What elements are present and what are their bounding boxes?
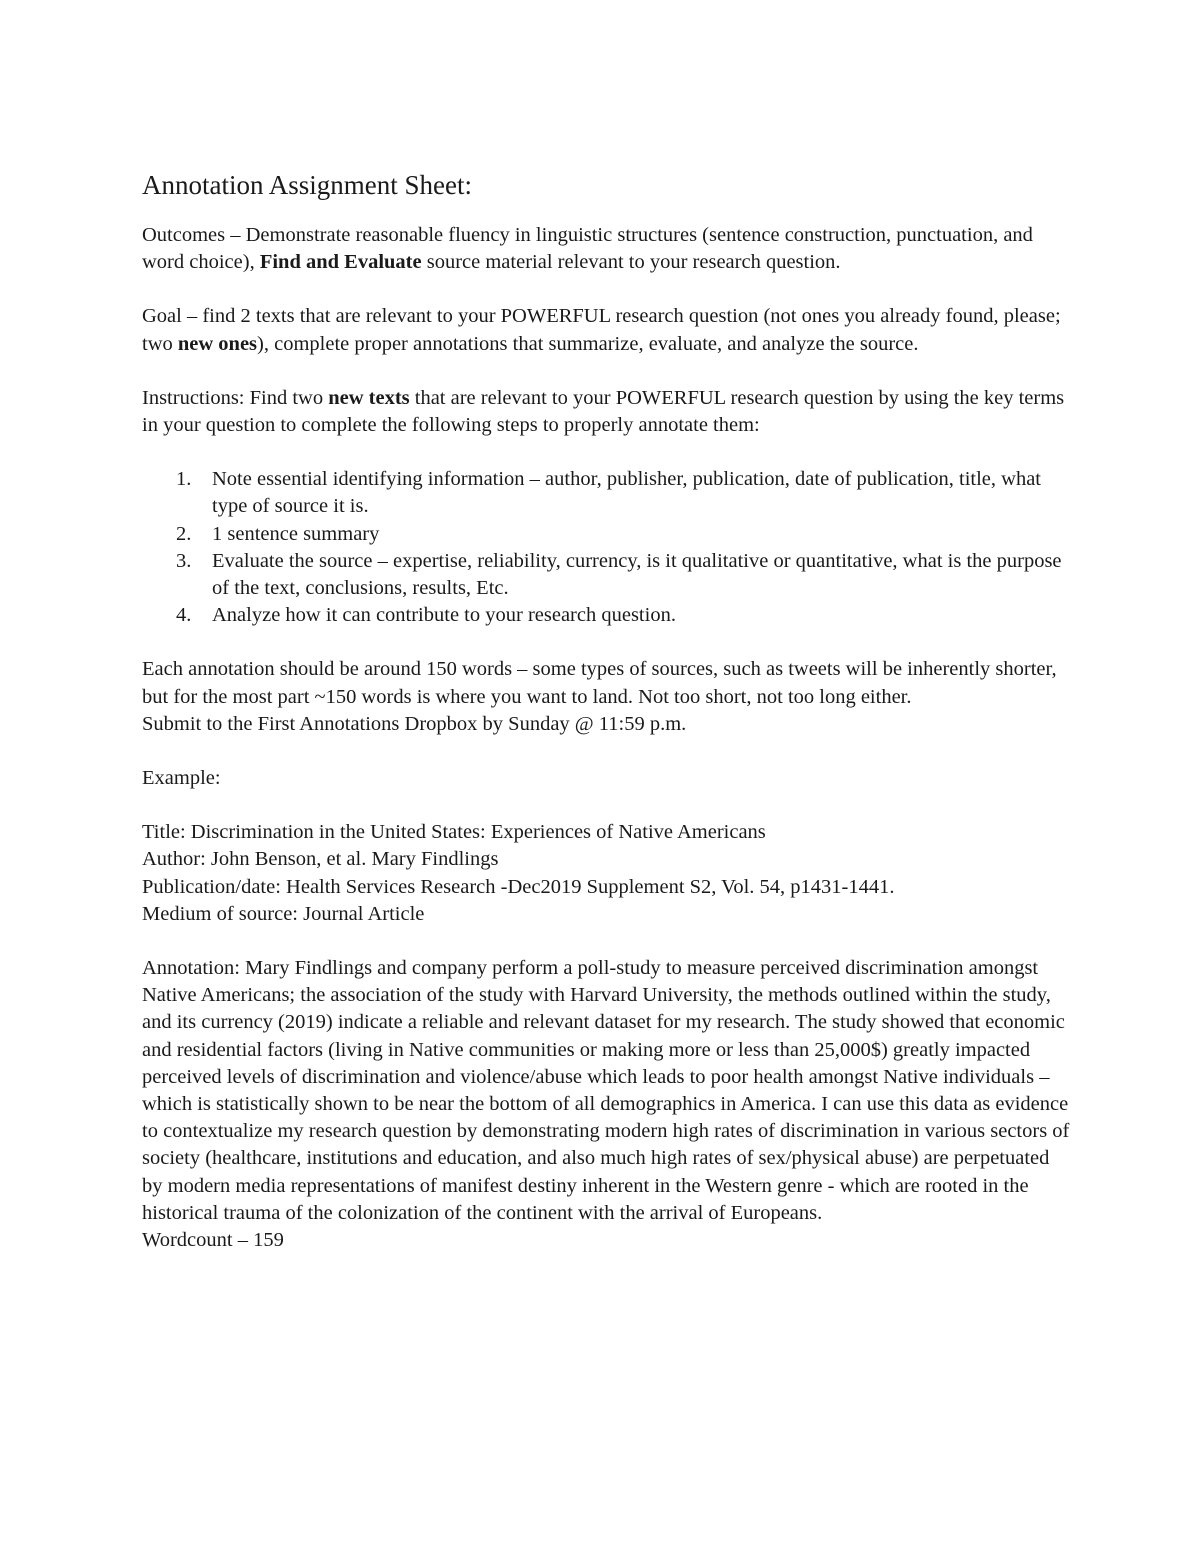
example-annotation: Annotation: Mary Findlings and company perform a poll-study to measure perceived discrimination amongst Native Americans; the association of the study with Harvard University, the methods outlined within the study, and its currency (2019) indicate a reliable and relevant dataset for my research. The study showed that economic and residential factors (living in Native communities or making more or less than 25,000$) greatly impacted perceived levels of discrimination and violence/abuse which leads to poor health amongst Native individuals – which is statistically shown to be near the bottom of all demographics in America. I can use this data as evidence to contextualize my research question by demonstrating modern high rates of discrimination in various sectors of society (healthcare, institutions and education, and also much high rates of sex/physical abuse) are perpetuated by modern media representations of manifest destiny inherent in the Western genre - which are rooted in the historical trauma of the colonization of the continent with the arrival of Europeans. [142,957,1070,1224]
instructions-paragraph [142,385,1072,439]
outcomes-bold-text: Find and Evaluate [259,251,422,274]
spacer [142,738,1072,765]
example-wordcount: Wordcount – 159 [142,1229,284,1252]
example-title-line: Title: Discrimination in the United States: Experiences of Native Americans [142,821,766,844]
example-medium-line: Medium of source: Journal Article [142,902,425,925]
list-item-text: Analyze how it can contribute to your research question. [212,604,676,627]
goal-text-end: ), complete proper annotations that summarize, evaluate, and analyze the source. [257,332,919,355]
document-page [142,168,1072,1254]
list-number: 4. [176,604,192,627]
submit-note: Submit to the First Annotations Dropbox by Sunday @ 11:59 p.m. [142,712,687,735]
instructions-text-end: that are relevant to your POWERFUL research question by using the key terms in your question to complete the following steps to properly annotate them: [142,386,1065,437]
list-number: 2. [176,522,192,545]
spacer [142,439,1072,466]
list-item [142,602,1072,629]
list-item [142,548,1072,602]
document-title: Annotation Assignment Sheet: [142,170,472,200]
example-publication-line: Publication/date: Health Services Research -Dec2019 Supplement S2, Vol. 54, p1431-1441. [142,875,895,898]
list-item [142,521,1072,548]
outcomes-paragraph [142,222,1072,276]
spacer [142,928,1072,955]
spacer [142,792,1072,819]
example-author-line: Author: John Benson, et al. Mary Findlings [142,848,499,871]
example-label: Example: [142,767,221,790]
goal-paragraph [142,303,1072,357]
list-item-text: 1 sentence summary [212,522,380,545]
spacer [142,276,1072,303]
list-item-text: Evaluate the source – expertise, reliability, currency, is it qualitative or quantitative, what is the purpose of the text, conclusions, results, Etc. [212,549,1062,600]
list-number: 3. [176,549,192,572]
outcomes-text: Outcomes – Demonstrate reasonable fluency in linguistic structures (sentence construction, punctuation, and word choice), [142,224,1033,274]
spacer [142,358,1072,385]
goal-bold-text: new ones [177,332,258,355]
outcomes-text-end: source material relevant to your research question. [421,251,841,274]
goal-text: Goal – find 2 texts that are relevant to your POWERFUL research question (not ones you already found, please; two [142,305,1061,355]
length-note: Each annotation should be around 150 words – some types of sources, such as tweets will be inherently shorter, but for the most part ~150 words is where you want to land. Not too short, not too long either. [142,658,1057,708]
spacer [142,629,1072,656]
instructions-text: Instructions: Find two [142,386,329,409]
list-item [142,466,1072,520]
list-item-text: Note essential identifying information – author, publisher, publication, date of publication, title, what type of source it is. [212,468,1041,518]
instructions-bold-text: new texts [328,386,410,409]
list-number: 1. [176,468,192,491]
steps-list [142,466,1072,629]
